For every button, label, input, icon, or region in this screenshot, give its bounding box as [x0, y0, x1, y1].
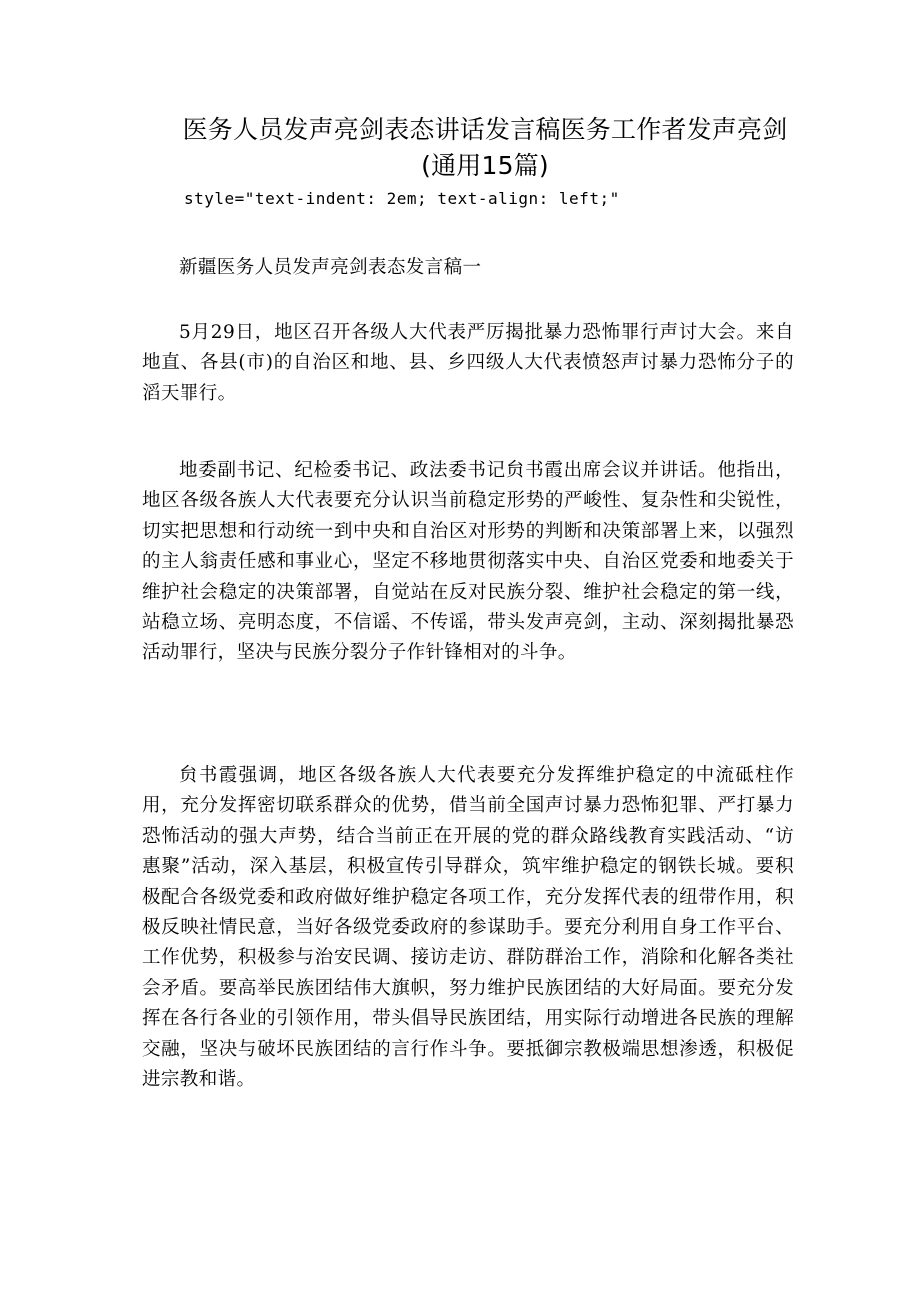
paragraph: 贠书霞强调，地区各级各族人大代表要充分发挥维护稳定的中流砥柱作用，充分发挥密切联系群众的优势，借当前全国声讨暴力恐怖犯罪、严打暴力恐怖活动的强大声势，结合当前正在开展的党的群众路线教育实践活动、“访惠聚”活动，深入基层，积极宣传引导群众，筑牢维护稳定的钢铁长城。要积极配合各级党委和政府做好维护稳定各项工作，充分发挥代表的纽带作用，积极反映社情民意，当好各级党委政府的参谋助手。要充分利用自身工作平台、工作优势，积极参与治安民调、接访走访、群防群治工作，消除和化解各类社会矛盾。要高举民族团结伟大旗帜，努力维护民族团结的大好局面。要充分发挥在各行各业的引领作用，带头倡导民族团结，用实际行动增进各民族的理解交融，坚决与破坏民族团结的言行作斗争。要抵御宗教极端思想渗透，积极促进宗教和谐。	[142, 765, 794, 1091]
paragraph: 地委副书记、纪检委书记、政法委书记贠书霞出席会议并讲话。他指出，地区各级各族人大代表要充分认识当前稳定形势的严峻性、复杂性和尖锐性，切实把思想和行动统一到中央和自治区对形势的判断和决策部署上来，以强烈的主人翁责任感和事业心，坚定不移地贯彻落实中央、自治区党委和地委关于维护社会稳定的决策部署，自觉站在反对民族分裂、维护社会稳定的第一线，站稳立场、亮明态度，不信谣、不传谣，带头发声亮剑，主动、深刻揭批暴恐活动罪行，坚决与民族分裂分子作针锋相对的斗争。	[142, 460, 794, 664]
stray-style-text: style="text-indent: 2em; text-align: left;"	[184, 189, 620, 208]
paragraph: 5月29日，地区召开各级人大代表严厉揭批暴力恐怖罪行声讨大会。来自地直、各县(市)的自治区和地、县、乡四级人大代表愤怒声讨暴力恐怖分子的滔天罪行。	[142, 322, 794, 404]
paragraph-subtitle: 新疆医务人员发声亮剑表态发言稿一	[179, 257, 482, 278]
document-title: 医务人员发声亮剑表态讲话发言稿医务工作者发声亮剑(通用15篇)	[182, 115, 788, 180]
